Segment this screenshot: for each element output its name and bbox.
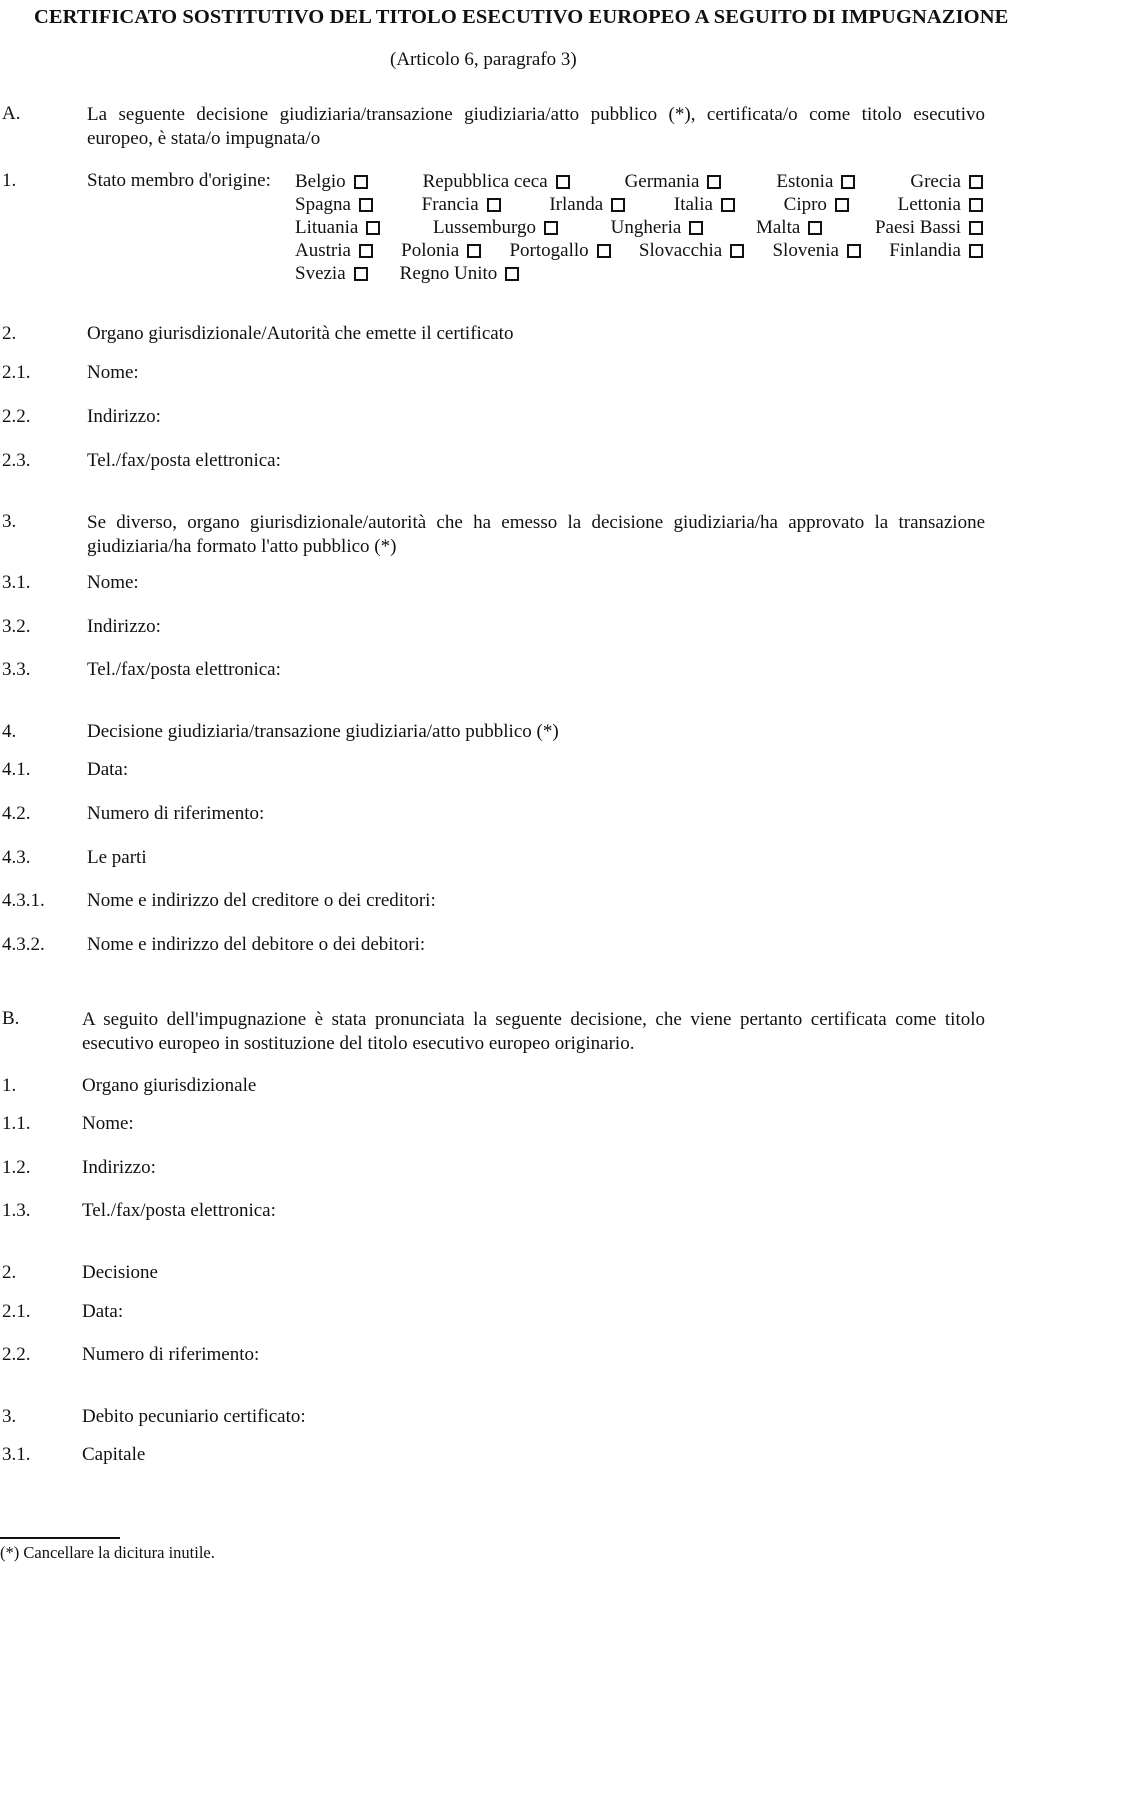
- item-num: 4.3.1.: [2, 890, 45, 911]
- country-option: [423, 171, 570, 193]
- item-num: 3.: [2, 511, 17, 532]
- country-checkbox[interactable]: [359, 244, 373, 258]
- country-label: Ungheria: [610, 216, 682, 238]
- country-option: [295, 240, 373, 262]
- country-option: [674, 194, 735, 216]
- item-text: Organo giurisdizionale: [82, 1075, 257, 1096]
- country-checkbox[interactable]: [487, 198, 501, 212]
- item-num: 2.3.: [2, 450, 31, 471]
- country-checkbox[interactable]: [707, 175, 721, 189]
- country-label: Germania: [624, 170, 700, 192]
- field-name-label: Nome:: [87, 572, 139, 593]
- country-label: Regno Unito: [399, 262, 498, 284]
- country-label: Lituania: [295, 216, 359, 238]
- country-label: Austria: [295, 239, 351, 261]
- country-label: Repubblica ceca: [422, 170, 548, 192]
- field-address-label: Indirizzo:: [87, 406, 161, 427]
- item-num: 3.: [2, 1406, 17, 1427]
- country-checkbox[interactable]: [841, 175, 855, 189]
- footnote-separator: [0, 1537, 120, 1539]
- country-label: Finlandia: [889, 239, 961, 261]
- country-checkbox[interactable]: [847, 244, 861, 258]
- country-option: [889, 240, 983, 262]
- field-debtor-label: Nome e indirizzo del debitore o dei debitori:: [87, 934, 426, 955]
- country-option: [295, 263, 368, 285]
- country-checkbox[interactable]: [721, 198, 735, 212]
- field-name-label: Nome:: [87, 362, 139, 383]
- country-option: [401, 240, 481, 262]
- field-reference-label: Numero di riferimento:: [87, 803, 265, 824]
- item-num: 3.1.: [2, 1444, 31, 1465]
- country-checkbox[interactable]: [366, 221, 380, 235]
- country-checkbox[interactable]: [808, 221, 822, 235]
- checkbox-row: [295, 193, 983, 216]
- country-checkbox[interactable]: [467, 244, 481, 258]
- item-num: 2.1.: [2, 362, 31, 383]
- country-label: Slovenia: [772, 239, 839, 261]
- country-checkbox[interactable]: [689, 221, 703, 235]
- item-num: 2.: [2, 1262, 17, 1283]
- section-b-label: B.: [2, 1008, 20, 1029]
- country-option: [422, 194, 501, 216]
- item-num: 4.: [2, 721, 17, 742]
- country-label: Estonia: [776, 170, 834, 192]
- country-label: Lussemburgo: [432, 216, 537, 238]
- item-text: Debito pecuniario certificato:: [82, 1406, 306, 1427]
- item-num: 4.1.: [2, 759, 31, 780]
- country-checkbox[interactable]: [969, 221, 983, 235]
- field-reference-label: Numero di riferimento:: [82, 1344, 260, 1365]
- footnote: (*) Cancellare la dicitura inutile.: [0, 1543, 215, 1562]
- item-num: 4.2.: [2, 803, 31, 824]
- item-text: Organo giurisdizionale/Autorità che emette il certificato: [87, 323, 514, 344]
- item-num: 2.: [2, 323, 17, 344]
- country-option: [910, 171, 983, 193]
- country-label: Belgio: [295, 170, 346, 192]
- country-label: Portogallo: [509, 239, 589, 261]
- country-label: Polonia: [401, 239, 460, 261]
- field-contact-label: Tel./fax/posta elettronica:: [87, 450, 281, 471]
- field-name-label: Nome:: [82, 1113, 134, 1134]
- item-num: 1.3.: [2, 1200, 31, 1221]
- field-creditor-label: Nome e indirizzo del creditore o dei creditori:: [87, 890, 436, 911]
- country-option: [625, 171, 722, 193]
- field-contact-label: Tel./fax/posta elettronica:: [87, 659, 281, 680]
- country-checkbox[interactable]: [611, 198, 625, 212]
- country-option: [611, 217, 704, 239]
- field-date-label: Data:: [87, 759, 129, 780]
- country-checkbox[interactable]: [597, 244, 611, 258]
- country-option: [875, 217, 983, 239]
- checkbox-row: [295, 262, 983, 285]
- item-num: 3.1.: [2, 572, 31, 593]
- item-num: 1.1.: [2, 1113, 31, 1134]
- item-text: Decisione giudiziaria/transazione giudiziaria/atto pubblico (*): [87, 721, 559, 742]
- item-num: 1.2.: [2, 1157, 31, 1178]
- country-option: [295, 194, 373, 216]
- item-text: Se diverso, organo giurisdizionale/autorità che ha emesso la decisione giudiziaria/ha approvato la transazione giudiziaria/ha formato l'atto pubblico (*): [87, 512, 985, 557]
- item-text: Decisione: [82, 1262, 158, 1283]
- item-num: 3.3.: [2, 659, 31, 680]
- country-checkbox[interactable]: [969, 244, 983, 258]
- country-checkbox[interactable]: [730, 244, 744, 258]
- checkbox-row: [295, 239, 983, 262]
- country-option: [400, 263, 520, 285]
- field-contact-label: Tel./fax/posta elettronica:: [82, 1200, 276, 1221]
- country-checkbox[interactable]: [556, 175, 570, 189]
- country-option: [295, 171, 368, 193]
- country-option: [549, 194, 625, 216]
- country-option: [509, 240, 610, 262]
- member-state-label: Stato membro d'origine:: [87, 170, 271, 191]
- country-label: Spagna: [295, 193, 351, 215]
- item-a1-num: 1.: [2, 170, 17, 191]
- country-label: Grecia: [910, 170, 961, 192]
- country-label: Malta: [755, 216, 801, 238]
- field-date-label: Data:: [82, 1301, 124, 1322]
- country-option: [433, 217, 558, 239]
- country-option: [784, 194, 849, 216]
- item-num: 2.2.: [2, 1344, 31, 1365]
- country-checkbox[interactable]: [354, 267, 368, 281]
- field-capital-label: Capitale: [82, 1444, 146, 1465]
- country-option: [898, 194, 983, 216]
- country-label: Irlanda: [549, 193, 604, 215]
- country-checkbox[interactable]: [359, 198, 373, 212]
- section-a-text: La seguente decisione giudiziaria/transazione giudiziaria/atto pubblico (*), certificata/o come titolo esecutivo europeo, è stata/o impugnata/o: [87, 104, 985, 149]
- document-title: CERTIFICATO SOSTITUTIVO DEL TITOLO ESECUTIVO EUROPEO A SEGUITO DI IMPUGNAZIONE: [34, 6, 1009, 28]
- field-parties-label: Le parti: [87, 847, 147, 868]
- item-num: 2.1.: [2, 1301, 31, 1322]
- country-label: Svezia: [295, 262, 346, 284]
- field-address-label: Indirizzo:: [82, 1157, 156, 1178]
- item-num: 1.: [2, 1075, 17, 1096]
- country-option: [756, 217, 822, 239]
- country-label: Francia: [421, 193, 479, 215]
- country-checkbox[interactable]: [544, 221, 558, 235]
- item-num: 4.3.: [2, 847, 31, 868]
- item-num: 3.2.: [2, 616, 31, 637]
- country-checkbox[interactable]: [969, 198, 983, 212]
- country-checkbox[interactable]: [354, 175, 368, 189]
- country-option: [776, 171, 855, 193]
- country-checkbox[interactable]: [505, 267, 519, 281]
- country-checkbox[interactable]: [835, 198, 849, 212]
- document-subtitle: (Articolo 6, paragrafo 3): [390, 49, 577, 70]
- checkbox-row: [295, 216, 983, 239]
- section-a-label: A.: [2, 103, 21, 124]
- country-option: [295, 217, 380, 239]
- country-checkbox[interactable]: [969, 175, 983, 189]
- field-address-label: Indirizzo:: [87, 616, 161, 637]
- country-label: Lettonia: [897, 193, 961, 215]
- item-num: 4.3.2.: [2, 934, 45, 955]
- country-option: [639, 240, 744, 262]
- item-num: 2.2.: [2, 406, 31, 427]
- country-option: [772, 240, 861, 262]
- section-b-text: A seguito dell'impugnazione è stata pronunciata la seguente decisione, che viene pertanto certificata come titolo esecutivo europeo in sostituzione del titolo esecutivo europeo originario.: [82, 1009, 985, 1054]
- country-label: Paesi Bassi: [874, 216, 961, 238]
- checkbox-row: [295, 170, 983, 193]
- country-label: Slovacchia: [638, 239, 723, 261]
- country-label: Cipro: [783, 193, 827, 215]
- country-label: Italia: [673, 193, 713, 215]
